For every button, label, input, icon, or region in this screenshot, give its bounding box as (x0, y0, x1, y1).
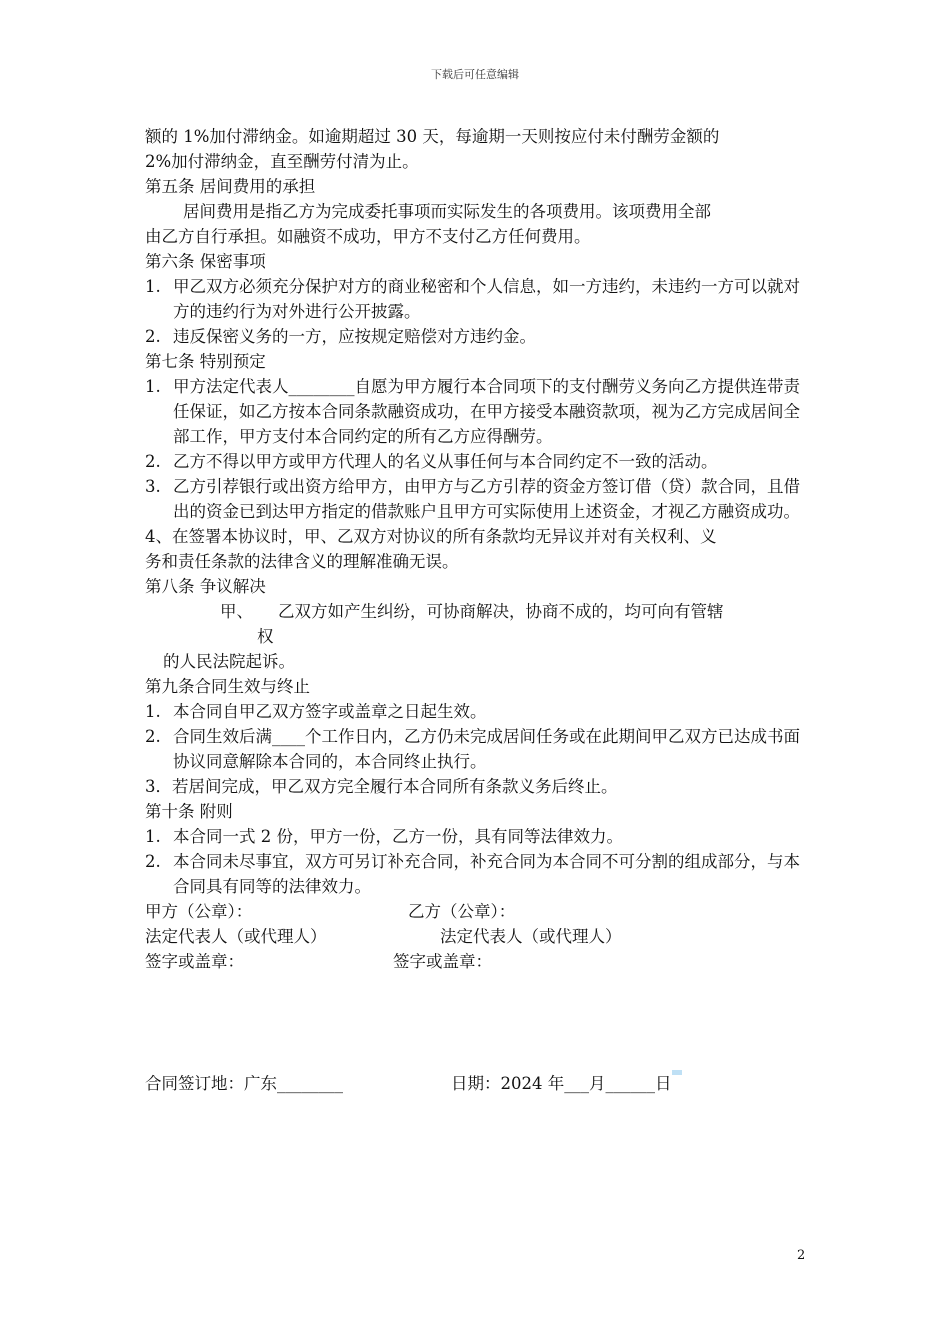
dispute-text: 甲、 (220, 602, 253, 621)
section-heading-8: 第八条 争议解决 (145, 577, 266, 596)
list-text: 乙方引荐银行或出资方给甲方，由甲方与乙方引荐的资金方签订借（贷）款合同，且借出的资金已到达甲方指定的借款账户且甲方可实际使用上述资金，才视乙方融资成功。 (173, 477, 800, 521)
paragraph: 务和责任条款的法律含义的理解准确无误。 (145, 552, 459, 571)
list-item (145, 324, 815, 349)
signature-row (145, 949, 815, 974)
signing-place: 合同签订地：广东________ (145, 1074, 343, 1093)
list-text: 本合同一式 2 份，甲方一份，乙方一份，具有同等法律效力。 (173, 827, 623, 846)
list-number: 1. (145, 277, 161, 296)
party-b-representative: 法定代表人（或代理人） (440, 927, 622, 946)
list-item (145, 699, 815, 724)
dispute-line: 的人民法院起诉。 (163, 652, 295, 671)
signing-date: 日期：2024 年___月______日 (451, 1074, 672, 1093)
party-b-signature: 签字或盖章： (393, 952, 492, 971)
section-heading-6: 第六条 保密事项 (145, 252, 266, 271)
paragraph: 4、在签署本协议时，甲、乙双方对协议的所有条款均无异议并对有关权利、义 (145, 527, 717, 546)
list-text: 乙方不得以甲方或甲方代理人的名义从事任何与本合同约定不一致的活动。 (173, 452, 718, 471)
page-number: 2 (797, 1248, 806, 1263)
text-cursor-mark (672, 1070, 682, 1075)
list-item (145, 824, 815, 849)
list-number: 2. (145, 452, 161, 471)
paragraph: 额的 1%加付滞纳金。如逾期超过 30 天，每逾期一天则按应付未付酬劳金额的 (145, 127, 720, 146)
list-item (145, 374, 815, 449)
paragraph: 3．若居间完成，甲乙双方完全履行本合同所有条款义务后终止。 (145, 777, 618, 796)
contract-body (145, 124, 815, 974)
list-text: 合同生效后满____个工作日内，乙方仍未完成居间任务或在此期间甲乙双方已达成书面协议同意解除本合同的，本合同终止执行。 (173, 727, 800, 771)
signature-row (145, 899, 815, 924)
dispute-text: 乙双方如产生纠纷，可协商解决，协商不成的，均可向有管辖 (278, 602, 724, 621)
dispute-line: 权 (257, 627, 274, 646)
party-a-signature: 签字或盖章： (145, 952, 244, 971)
list-number: 2. (145, 727, 161, 746)
list-text: 违反保密义务的一方，应按规定赔偿对方违约金。 (173, 327, 536, 346)
list-text: 本合同未尽事宜，双方可另订补充合同，补充合同为本合同不可分割的组成部分，与本合同具有同等的法律效力。 (173, 852, 800, 896)
list-item (145, 849, 815, 899)
section-heading-10: 第十条 附则 (145, 802, 233, 821)
list-number: 2. (145, 327, 161, 346)
list-item (145, 274, 815, 324)
paragraph: 2%加付滞纳金，直至酬劳付清为止。 (145, 152, 419, 171)
list-number: 3. (145, 477, 161, 496)
header-note: 下载后可任意编辑 (431, 68, 519, 81)
list-text: 本合同自甲乙双方签字或盖章之日起生效。 (173, 702, 487, 721)
list-item (145, 449, 815, 474)
paragraph: 居间费用是指乙方为完成委托事项而实际发生的各项费用。该项费用全部 (183, 202, 711, 221)
party-b-seal: 乙方（公章）： (408, 902, 516, 921)
list-item (145, 724, 815, 774)
list-text: 甲乙双方必须充分保护对方的商业秘密和个人信息，如一方违约，未违约一方可以就对方的违约行为对外进行公开披露。 (173, 277, 800, 321)
signing-date-wrap (451, 1070, 672, 1094)
list-number: 1. (145, 702, 161, 721)
list-text: 甲方法定代表人________自愿为甲方履行本合同项下的支付酬劳义务向乙方提供连带责任保证，如乙方按本合同条款融资成功，在甲方接受本融资款项，视为乙方完成居间全部工作，甲方支付本合同约定的所有乙方应得酬劳。 (173, 377, 800, 446)
section-heading-7: 第七条 特别预定 (145, 352, 266, 371)
party-a-seal: 甲方（公章）： (145, 902, 253, 921)
signature-row (145, 924, 815, 949)
list-item (145, 474, 815, 524)
paragraph: 由乙方自行承担。如融资不成功，甲方不支付乙方任何费用。 (145, 227, 591, 246)
party-a-representative: 法定代表人（或代理人） (145, 927, 327, 946)
list-number: 2. (145, 852, 161, 871)
list-number: 1. (145, 377, 161, 396)
list-number: 1. (145, 827, 161, 846)
section-heading-5: 第五条 居间费用的承担 (145, 177, 316, 196)
section-heading-9: 第九条合同生效与终止 (145, 677, 310, 696)
dispute-line (145, 599, 815, 624)
